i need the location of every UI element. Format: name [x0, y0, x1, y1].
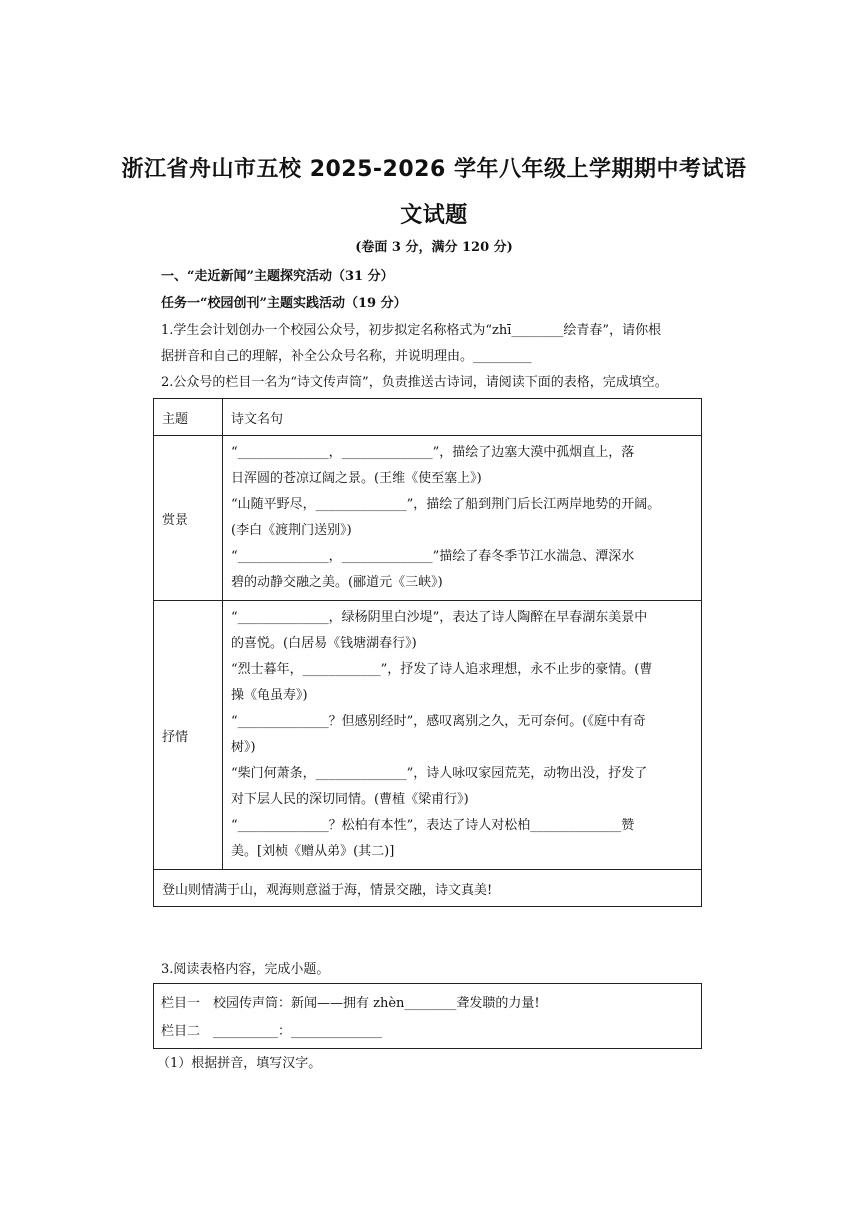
question3-intro: 3.阅读表格内容，完成小题。: [161, 962, 330, 977]
table-line: “烈士暮年，____________”，抒发了诗人追求理想，永不止步的豪情。(曹: [231, 662, 653, 677]
exam-title-line1: 浙江省舟山市五校 2025-2026 学年八年级上学期期中考试语: [121, 157, 747, 182]
table-row-topic: 赏景: [154, 436, 223, 601]
table-line: “柴门何萧条，______________”，诗人咏叹家园荒芜，动物出没，抒发了: [231, 766, 648, 781]
table-line: 操《龟虽寿》): [231, 688, 308, 703]
table-row-scenery: [154, 436, 702, 601]
column-box-row1: 栏目一 校园传声筒：新闻——拥有 zhèn________聋发聩的力量!: [161, 996, 540, 1011]
table-row-topic: 抒情: [154, 601, 223, 870]
section-heading: 一、“走近新闻”主题探究活动（31 分）: [161, 269, 394, 284]
table-line: 碧的动静交融之美。(郦道元《三峡》): [231, 575, 443, 590]
table-row-emotion: [154, 601, 702, 870]
table-line: 的喜悦。(白居易《钱塘湖春行》): [231, 636, 417, 651]
table-line: “______________？但感别经时”，感叹离别之久，无可奈何。(《庭中有奇: [231, 714, 646, 729]
column-box-row2: 栏目二 __________：______________: [161, 1024, 383, 1039]
question1-line2: 据拼音和自己的理解，补全公众号名称，并说明理由。_________: [161, 349, 532, 364]
table-header-row: [154, 399, 702, 436]
table-row-content: [223, 436, 702, 601]
table-header-topic: 主题: [154, 399, 223, 436]
poem-table: [153, 398, 702, 907]
table-line: 树》): [231, 740, 256, 755]
table-line: 日浑圆的苍凉辽阔之景。(王维《使至塞上》): [231, 471, 482, 486]
exam-subtitle: (卷面 3 分，满分 120 分): [355, 240, 513, 255]
table-header-content: 诗文名句: [223, 399, 702, 436]
question2-intro: 2.公众号的栏目一名为“诗文传声筒”，负责推送古诗词，请阅读下面的表格，完成填空。: [161, 375, 668, 390]
table-footer: 登山则情满于山，观海则意溢于海，情景交融，诗文真美!: [154, 870, 702, 907]
exam-title-line2: 文试题: [400, 203, 468, 228]
table-line: 美。[刘桢《赠从弟》(其二)]: [231, 844, 395, 859]
table-line: “______________，绿杨阴里白沙堤”，表达了诗人陶醉在早春湖东美景中: [231, 610, 648, 625]
question1-line1: 1.学生会计划创办一个校园公众号，初步拟定名称格式为“zhī________绘青春”，请你根: [161, 323, 662, 338]
table-footer-row: [154, 870, 702, 907]
table-line: “山随平野尽，______________”，描绘了船到荆门后长江两岸地势的开阔。: [231, 497, 661, 512]
task-heading: 任务一“校园创刊”主题实践活动（19 分）: [161, 296, 407, 311]
question3-subquestion1: （1）根据拼音，填写汉字。: [157, 1056, 322, 1071]
column-box: [153, 983, 702, 1049]
table-line: “______________，______________”，描绘了边塞大漠中孤烟直上，落: [231, 445, 635, 460]
table-line: “______________，______________”描绘了春冬季节江水湍急、潭深水: [231, 549, 635, 564]
table-row-content: [223, 601, 702, 870]
table-line: (李白《渡荆门送别》): [231, 523, 352, 538]
table-line: 对下层人民的深切同情。(曹植《梁甫行》): [231, 792, 469, 807]
table-line: “______________？松柏有本性”，表达了诗人对松柏______________赞: [231, 818, 635, 833]
